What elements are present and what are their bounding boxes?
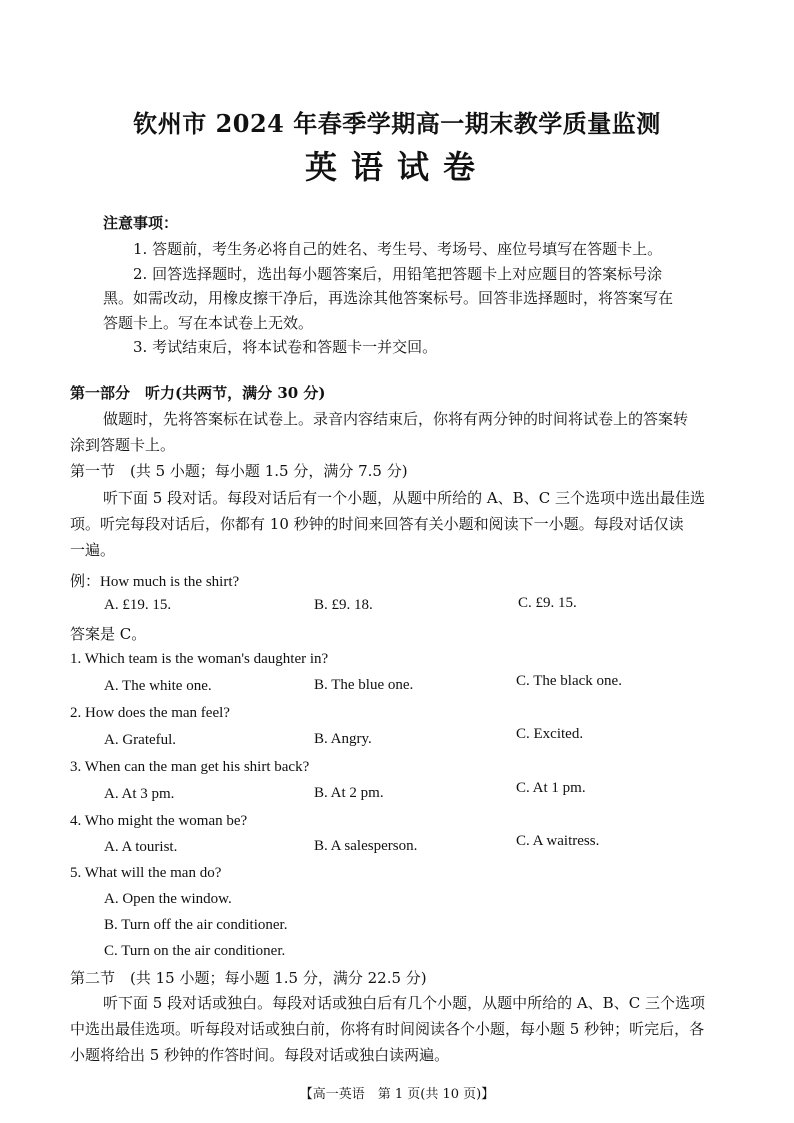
part1-intro-a: 做题时，先将答案标在试卷上。录音内容结束后，你将有两分钟的时间将试卷上的答案转 xyxy=(103,410,689,428)
exam-title: 钦州市 2024 年春季学期高一期末教学质量监测 xyxy=(133,109,661,138)
question-3-option-b: B. At 2 pm. xyxy=(314,785,384,801)
example-option-a: A. £19. 15. xyxy=(104,597,172,613)
question-5-option-c: C. Turn on the air conditioner. xyxy=(104,943,286,959)
question-4-option-a: A. A tourist. xyxy=(104,839,178,855)
question-5-option-b: B. Turn off the air conditioner. xyxy=(104,917,288,933)
example-answer: 答案是 C。 xyxy=(70,625,147,643)
example-option-b: B. £9. 18. xyxy=(314,597,373,613)
page-footer: 【高一英语 第 1 页(共 10 页)】 xyxy=(299,1087,495,1102)
question-4: 4. Who might the woman be? xyxy=(70,813,248,829)
question-2: 2. How does the man feel? xyxy=(70,705,230,721)
question-1: 1. Which team is the woman's daughter in? xyxy=(70,651,329,667)
notice-line-2b: 黑。如需改动，用橡皮擦干净后，再选涂其他答案标号。回答非选择题时，将答案写在 xyxy=(103,289,674,307)
question-2-option-a: A. Grateful. xyxy=(104,732,177,748)
part1-heading: 第一部分 听力(共两节，满分 30 分) xyxy=(70,384,326,402)
section1-intro-c: 一遍。 xyxy=(70,541,116,559)
question-1-option-b: B. The blue one. xyxy=(314,677,414,693)
question-1-option-a: A. The white one. xyxy=(104,678,212,694)
example-option-c: C. £9. 15. xyxy=(518,595,577,611)
question-4-option-b: B. A salesperson. xyxy=(314,838,418,854)
section2-intro-c: 小题将给出 5 秒钟的作答时间。每段对话或独白读两遍。 xyxy=(70,1046,450,1064)
part1-intro-b: 涂到答题卡上。 xyxy=(70,436,176,454)
question-2-option-c: C. Excited. xyxy=(516,726,584,742)
question-4-option-c: C. A waitress. xyxy=(516,833,600,849)
notice-heading: 注意事项： xyxy=(103,214,179,232)
question-3: 3. When can the man get his shirt back? xyxy=(70,759,310,775)
question-3-option-a: A. At 3 pm. xyxy=(104,786,175,802)
question-5: 5. What will the man do? xyxy=(70,865,222,881)
section1-intro-b: 项。听完每段对话后，你都有 10 秒钟的时间来回答有关小题和阅读下一小题。每段对话仅读 xyxy=(70,515,684,533)
question-5-option-a: A. Open the window. xyxy=(104,891,232,907)
notice-line-2c: 答题卡上。写在本试卷上无效。 xyxy=(103,314,314,332)
notice-line-3: 3. 考试结束后，将本试卷和答题卡一并交回。 xyxy=(133,338,438,356)
section1-intro-a: 听下面 5 段对话。每段对话后有一个小题，从题中所给的 A、B、C 三个选项中选出最佳选 xyxy=(103,489,705,507)
example-question: 例：How much is the shirt? xyxy=(70,574,240,590)
section2-intro-b: 中选出最佳选项。听每段对话或独白前，你将有时间阅读各个小题，每小题 5 秒钟；听完后，各 xyxy=(70,1020,705,1038)
notice-line-1: 1. 答题前，考生务必将自己的姓名、考生号、考场号、座位号填写在答题卡上。 xyxy=(133,240,663,258)
question-2-option-b: B. Angry. xyxy=(314,731,372,747)
section2-heading: 第二节 (共 15 小题；每小题 1.5 分，满分 22.5 分) xyxy=(70,969,427,987)
question-3-option-c: C. At 1 pm. xyxy=(516,780,586,796)
notice-line-2a: 2. 回答选择题时，选出每小题答案后，用铅笔把答题卡上对应题目的答案标号涂 xyxy=(133,265,663,283)
section2-intro-a: 听下面 5 段对话或独白。每段对话或独白后有几个小题，从题中所给的 A、B、C 三个选项 xyxy=(103,994,705,1012)
question-1-option-c: C. The black one. xyxy=(516,673,622,689)
section1-heading: 第一节 (共 5 小题；每小题 1.5 分，满分 7.5 分) xyxy=(70,462,408,480)
exam-subtitle: 英语试卷 xyxy=(304,148,489,186)
